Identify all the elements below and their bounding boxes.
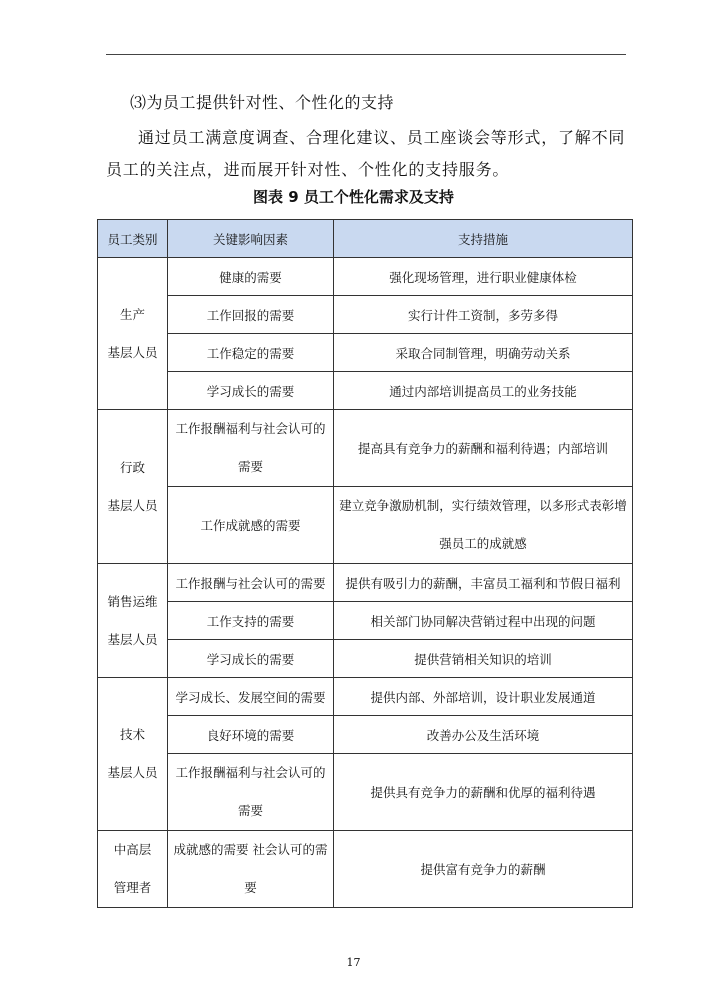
page-number: 17 bbox=[346, 956, 361, 969]
category-cell bbox=[98, 258, 168, 410]
category-line: 技术 bbox=[119, 727, 145, 742]
measure-cell: 强化现场管理，进行职业健康体检 bbox=[334, 258, 633, 296]
factor-cell: 工作报酬福利与社会认可的需要 bbox=[168, 754, 334, 831]
factor-cell: 工作回报的需要 bbox=[168, 296, 334, 334]
category-line: 销售运维 bbox=[107, 593, 158, 609]
support-table bbox=[97, 219, 633, 908]
measure-cell: 提供内部、外部培训，设计职业发展通道 bbox=[334, 678, 633, 716]
header-category: 员工类别 bbox=[98, 220, 168, 258]
category-line: 基层人员 bbox=[107, 631, 158, 647]
factor-cell: 工作稳定的需要 bbox=[168, 334, 334, 372]
measure-cell: 通过内部培训提高员工的业务技能 bbox=[334, 372, 633, 410]
table-row bbox=[98, 334, 633, 372]
factor-cell: 学习成长的需要 bbox=[168, 640, 334, 678]
measure-cell: 提供营销相关知识的培训 bbox=[334, 640, 633, 678]
measure-cell: 提高具有竞争力的薪酬和福利待遇；内部培训 bbox=[334, 410, 633, 487]
category-line: 基层人员 bbox=[107, 765, 158, 780]
measure-cell: 提供具有竞争力的薪酬和优厚的福利待遇 bbox=[334, 754, 633, 831]
category-cell bbox=[98, 678, 168, 831]
table-header-row bbox=[98, 220, 633, 258]
measure-cell: 相关部门协同解决营销过程中出现的问题 bbox=[334, 602, 633, 640]
factor-cell: 工作成就感的需要 bbox=[168, 487, 334, 564]
category-cell bbox=[98, 564, 168, 678]
measure-cell: 提供富有竞争力的薪酬 bbox=[334, 831, 633, 908]
measure-cell: 采取合同制管理，明确劳动关系 bbox=[334, 334, 633, 372]
header-factor: 关键影响因素 bbox=[168, 220, 334, 258]
factor-cell: 学习成长的需要 bbox=[168, 372, 334, 410]
category-line: 生产 bbox=[119, 306, 145, 322]
table-row bbox=[98, 258, 633, 296]
category-line: 中高层 bbox=[113, 842, 152, 857]
factor-cell: 工作支持的需要 bbox=[168, 602, 334, 640]
factor-cell: 成就感的需要 社会认可的需要 bbox=[168, 831, 334, 908]
measure-cell: 改善办公及生活环境 bbox=[334, 716, 633, 754]
table-row bbox=[98, 564, 633, 602]
table-row bbox=[98, 372, 633, 410]
factor-cell: 工作报酬与社会认可的需要 bbox=[168, 564, 334, 602]
table-row bbox=[98, 640, 633, 678]
table-row bbox=[98, 296, 633, 334]
header-measure: 支持措施 bbox=[334, 220, 633, 258]
category-cell bbox=[98, 831, 168, 908]
table-caption: 图表 9 员工个性化需求及支持 bbox=[253, 188, 454, 206]
category-cell bbox=[98, 410, 168, 564]
factor-cell: 良好环境的需要 bbox=[168, 716, 334, 754]
table-row bbox=[98, 602, 633, 640]
category-line: 基层人员 bbox=[107, 497, 158, 513]
factor-cell: 学习成长、发展空间的需要 bbox=[168, 678, 334, 716]
measure-cell: 实行计件工资制，多劳多得 bbox=[334, 296, 633, 334]
header-rule bbox=[106, 54, 626, 55]
table-row bbox=[98, 716, 633, 754]
category-line: 管理者 bbox=[113, 880, 152, 895]
table-row bbox=[98, 831, 633, 908]
table-row bbox=[98, 487, 633, 564]
table-row bbox=[98, 410, 633, 487]
body-paragraph: 通过员工满意度调查、合理化建议、员工座谈会等形式，了解不同员工的关注点，进而展开针对性、个性化的支持服务。 bbox=[106, 128, 626, 179]
section-heading: ⑶为员工提供针对性、个性化的支持 bbox=[130, 93, 395, 112]
factor-cell: 健康的需要 bbox=[168, 258, 334, 296]
category-line: 行政 bbox=[119, 459, 145, 475]
table-row bbox=[98, 678, 633, 716]
category-line: 基层人员 bbox=[107, 344, 158, 360]
measure-cell: 提供有吸引力的薪酬，丰富员工福利和节假日福利 bbox=[334, 564, 633, 602]
factor-cell: 工作报酬福利与社会认可的需要 bbox=[168, 410, 334, 487]
measure-cell: 建立竞争激励机制，实行绩效管理，以多形式表彰增强员工的成就感 bbox=[334, 487, 633, 564]
table-row bbox=[98, 754, 633, 831]
